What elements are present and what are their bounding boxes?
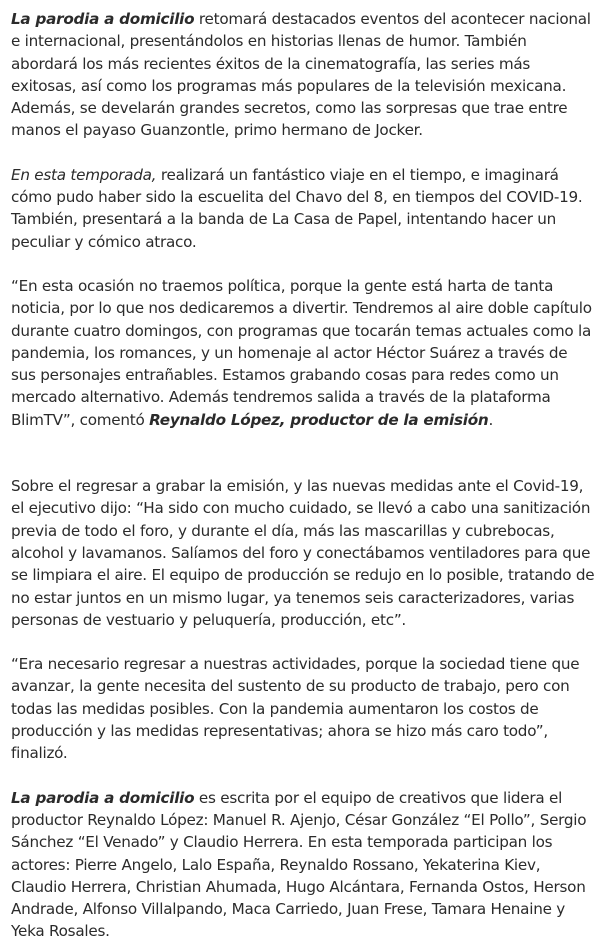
quote-text: “En esta ocasión no traemos política, porque la gente está harta de tanta noticia, por lo que nos dedicaremos a divertir. Tendremos al aire doble capítulo durante cuatro domingos, con programas que tocarán temas actuales como la pandemia, los romances, y un homenaje al actor Héctor Suárez a través de sus personajes entrañables. Estamos grabando cosas para redes como un mercado alternativo. Además tendremos salida a través de la plataforma BlimTV”, comentó [11,276,592,429]
show-title: La parodia a domicilio [11,10,195,28]
show-title: La parodia a domicilio [11,788,195,807]
paragraph-credits [11,787,596,943]
paragraph-text: “Era necesario regresar a nuestras actividades, porque la sociedad tiene que avanzar, la gente necesita del sustento de su producto de trabajo, pero con todas las medidas posibles. Con la pandemia aumentaron los costos de producción y las medidas representativas; ahora se hizo más caro todo”, finalizó. [11,655,580,763]
paragraph-season [11,164,596,253]
season-lead: En esta temporada, [11,165,157,184]
paragraph-quote-closing [11,653,596,764]
producer-credit: Reynaldo López, productor de la emisión [149,410,489,429]
paragraph-text: Sobre el regresar a grabar la emisión, y las nuevas medidas ante el Covid-19, el ejecutivo dijo: “Ha sido con mucho cuidado, se llevó a cabo una sanitización previa de todo el foro, y durante el día, más las mascarillas y cubrebocas, alcohol y lavamanos. Salíamos del foro y conectábamos ventiladores para que se limpiara el aire. El equipo de producción se redujo en lo posible, tratando de no estar juntos en un mismo lugar, ya tenemos seis caracterizadores, varias personas de vestuario y peluquería, producción, etc”. [11,477,595,629]
paragraph-text: realizará un fantástico viaje en el tiempo, e imaginará cómo pudo haber sido la escuelita del Chavo del 8, en tiempos del COVID-19. También, presentará a la banda de La Casa de Papel, intentando hacer un peculiar y cómico atraco. [11,165,583,251]
paragraph-intro [11,8,596,142]
quote-tail: . [488,410,494,429]
paragraph-safety-measures [11,475,596,631]
paragraph-text: es escrita por el equipo de creativos que lidera el productor Reynaldo López: Manuel R. Ajenjo, César González “El Pollo”, Sergio Sánchez “El Venado” y Claudio Herrera. En esta temporada participan los actores: Pierre Angelo, Lalo España, Reynaldo Rossano, Yekaterina Kiev, Claudio Herrera, Christian Ahumada, Hugo Alcántara, Fernanda Ostos, Herson Andrade, Alfonso Villalpando, Maca Carriedo, Juan Frese, Tamara Henaine y Yeka Rosales. [11,788,587,941]
paragraph-quote-producer [11,275,596,431]
paragraph-text: retomará destacados eventos del acontecer nacional e internacional, presentándolos en historias llenas de humor. También abordará los más recientes éxitos de la cinematografía, las series más exitosas, así como los programas más populares de la televisión mexicana. Además, se develarán grandes secretos, como las sorpresas que trae entre manos el payaso Guanzontle, primo hermano de Jocker. [11,10,591,140]
